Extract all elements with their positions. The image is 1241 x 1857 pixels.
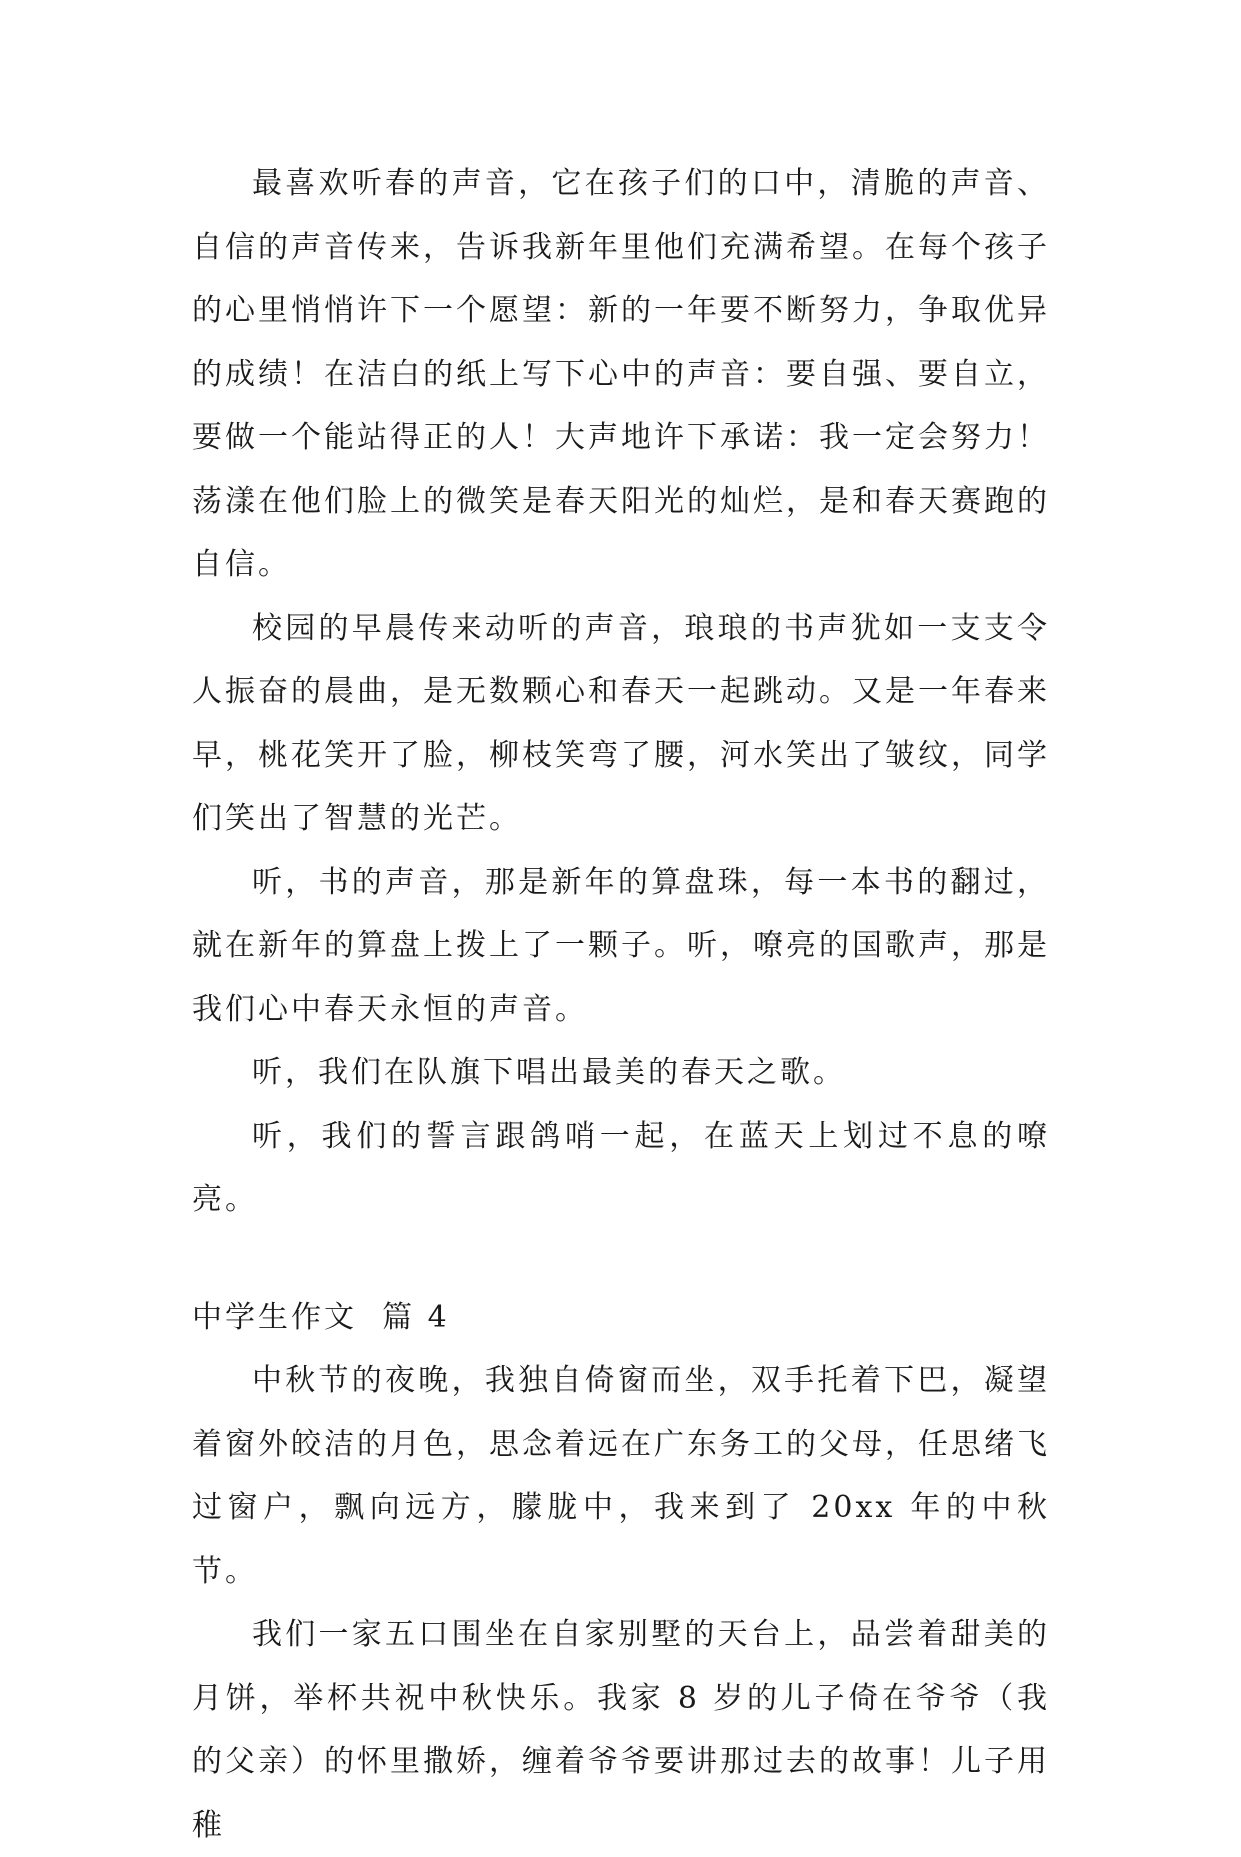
document-body xyxy=(192,152,1050,1857)
paragraph-pledge: 听，我们的誓言跟鸽哨一起，在蓝天上划过不息的嘹亮。 xyxy=(192,1118,1050,1217)
paragraph-family-gathering: 我们一家五口围坐在自家别墅的天台上，品尝着甜美的月饼，举杯共祝中秋快乐。我家 8 岁的儿子倚在爷爷（我的父亲）的怀里撒娇，缠着爷爷要讲那过去的故事！儿子用稚 xyxy=(192,1617,1050,1843)
paragraph-campus-morning: 校园的早晨传来动听的声音，琅琅的书声犹如一支支令人振奋的晨曲，是无数颗心和春天一起跳动。又是一年春来早，桃花笑开了脸，柳枝笑弯了腰，河水笑出了皱纹，同学们笑出了智慧的光芒。 xyxy=(192,610,1050,836)
section-heading: 中学生作文 篇 4 xyxy=(192,1299,450,1335)
paragraph-book-sound: 听，书的声音，那是新年的算盘珠，每一本书的翻过，就在新年的算盘上拨上了一颗子。听，嘹亮的国歌声，那是我们心中春天永恒的声音。 xyxy=(192,864,1050,1027)
paragraph-spring-voices: 最喜欢听春的声音，它在孩子们的口中，清脆的声音、自信的声音传来，告诉我新年里他们充满希望。在每个孩子的心里悄悄许下一个愿望：新的一年要不断努力，争取优异的成绩！在洁白的纸上写下心中的声音：要自强、要自立，要做一个能站得正的人！大声地许下承诺：我一定会努力！荡漾在他们脸上的微笑是春天阳光的灿烂，是和春天赛跑的自信。 xyxy=(192,166,1050,582)
paragraph-team-flag: 听，我们在队旗下唱出最美的春天之歌。 xyxy=(252,1055,846,1090)
paragraph-mid-autumn-night: 中秋节的夜晚，我独自倚窗而坐，双手托着下巴，凝望着窗外皎洁的月色，思念着远在广东务工的父母，任思绪飞过窗户，飘向远方，朦胧中，我来到了 20xx 年的中秋节。 xyxy=(192,1363,1050,1589)
